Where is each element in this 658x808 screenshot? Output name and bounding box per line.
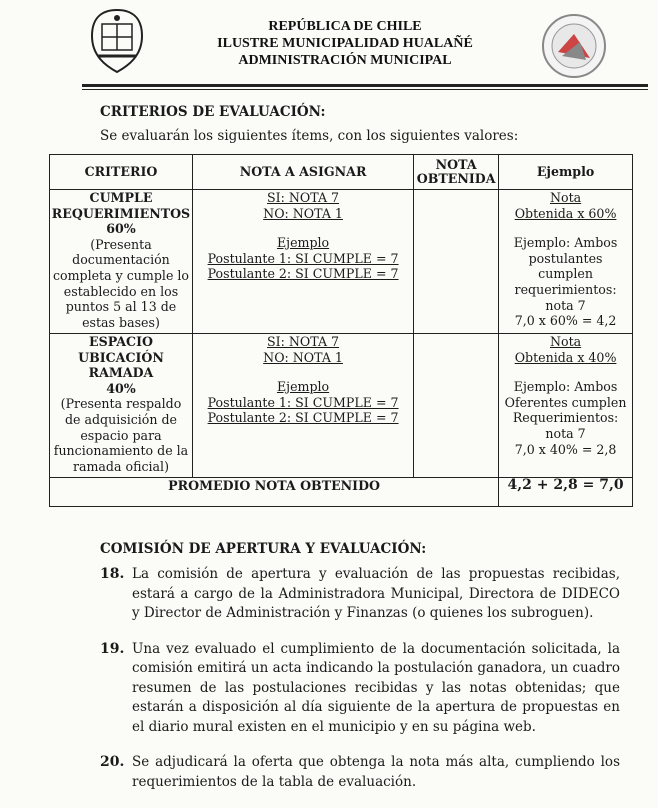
ejemplo-head: Nota Obtenida x 40%	[514, 334, 617, 365]
evaluation-table	[49, 154, 633, 507]
list-item	[100, 753, 620, 792]
ejemplo-body: Ejemplo: Ambos Oferentes cumplen Requerimientos: nota 7 7,0 x 40% = 2,8	[504, 379, 627, 457]
header-nota-asignar: NOTA A ASIGNAR	[192, 155, 413, 190]
table-row	[50, 334, 633, 478]
criterio-title: CUMPLE REQUERIMIENTOS 60%	[51, 190, 191, 237]
document-header	[0, 0, 658, 86]
item-number: 18.	[100, 566, 125, 582]
item-number: 19.	[100, 640, 125, 657]
postulante-2: Postulante 2: SI CUMPLE = 7	[207, 410, 399, 426]
promedio-row	[50, 478, 633, 507]
item-text: La comisión de apertura y evaluación de las propuestas recibidas, estará a cargo de la Administradora Municipal, Directora de DIDECO y Director de Administración y Finanzas (o quienes los subroguen).	[132, 566, 620, 621]
criterio-title: ESPACIO UBICACIÓN RAMADA 40%	[78, 334, 164, 396]
ejemplo-cell	[499, 190, 633, 334]
ejemplo-head: Nota Obtenida x 60%	[514, 190, 617, 221]
header-nota-obtenida: NOTA OBTENIDA	[414, 155, 499, 190]
criterio-desc: (Presenta respaldo de adquisición de espacio para funcionamiento de la ramada oficial)	[53, 396, 189, 474]
promedio-label: PROMEDIO NOTA OBTENIDO	[50, 478, 499, 507]
header-rule	[82, 84, 648, 87]
comision-items	[100, 565, 620, 808]
ejemplo-body: Ejemplo: Ambos postulantes cumplen requerimientos: nota 7 7,0 x 60% = 4,2	[513, 235, 618, 329]
list-item	[100, 640, 620, 738]
ejemplo-label: Ejemplo	[276, 379, 330, 395]
ejemplo-label: Ejemplo	[276, 235, 330, 251]
criterio-cell	[50, 190, 193, 334]
item-text: Se adjudicará la oferta que obtenga la nota más alta, cumpliendo los requerimientos de la tabla de evaluación.	[132, 754, 620, 790]
item-text: Una vez evaluado el cumplimiento de la documentación solicitada, la comisión emitirá un acta indicando la postulación ganadora, un cuadro resumen de las postulaciones recibidas y las notas obtenidas; que estarán a disposición al día siguiente de la apertura de propuestas en el diario mural existen en el municipio y en su página web.	[132, 640, 620, 735]
promedio-value: 4,2 + 2,8 = 7,0	[499, 478, 633, 507]
list-item	[100, 565, 620, 624]
municipal-crest-logo	[86, 6, 148, 76]
header-rule-thin	[82, 89, 648, 90]
table-row	[50, 190, 633, 334]
nota-obtenida-cell	[414, 334, 499, 478]
nota-asignar-cell	[192, 334, 413, 478]
item-number: 20.	[100, 754, 125, 770]
nota-asignar-cell	[192, 190, 413, 334]
table-header-row	[50, 155, 633, 190]
seal-logo	[540, 12, 608, 80]
nota-no: NO: NOTA 1	[263, 349, 343, 365]
nota-obtenida-cell	[414, 190, 499, 334]
postulante-1: Postulante 1: SI CUMPLE = 7	[207, 394, 399, 410]
postulante-1: Postulante 1: SI CUMPLE = 7	[207, 250, 399, 266]
criterio-desc: (Presenta documentación completa y cumple lo establecido en los puntos 5 al 13 de estas bases)	[52, 236, 190, 330]
criterio-cell	[50, 334, 193, 478]
postulante-2: Postulante 2: SI CUMPLE = 7	[207, 266, 399, 282]
nota-si: SI: NOTA 7	[267, 190, 340, 205]
comision-title: COMISIÓN DE APERTURA Y EVALUACIÓN:	[100, 541, 427, 557]
header-criterio: CRITERIO	[50, 155, 193, 190]
header-ejemplo: Ejemplo	[499, 155, 633, 190]
criterios-title: CRITERIOS DE EVALUACIÓN:	[100, 104, 326, 120]
nota-si: SI: NOTA 7	[267, 334, 340, 349]
header-text	[150, 18, 540, 69]
header-line-1: REPÚBLICA DE CHILE	[268, 19, 422, 34]
header-line-3: ADMINISTRACIÓN MUNICIPAL	[238, 53, 452, 68]
criterios-intro: Se evaluarán los siguientes ítems, con los siguientes valores:	[100, 128, 519, 144]
header-line-2: ILUSTRE MUNICIPALIDAD HUALAÑÉ	[217, 36, 473, 51]
ejemplo-cell	[499, 334, 633, 478]
nota-no: NO: NOTA 1	[263, 205, 343, 221]
